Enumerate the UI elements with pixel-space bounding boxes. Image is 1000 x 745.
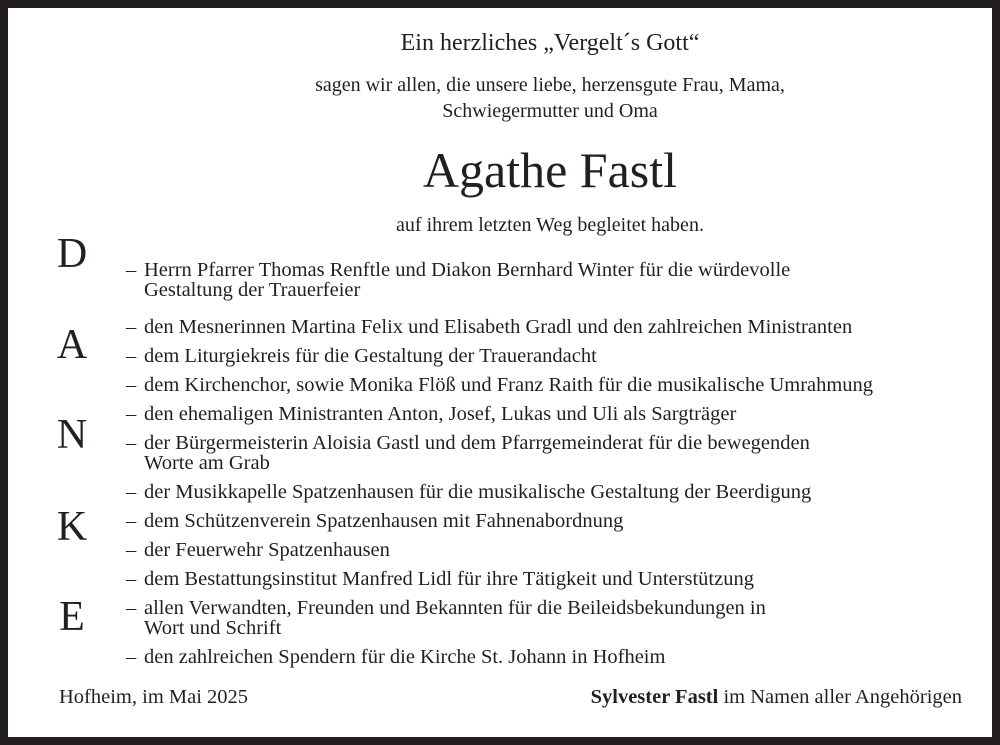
dash: –: [126, 316, 137, 338]
dash: –: [126, 481, 137, 503]
item-text: dem Kirchenchor, sowie Monika Flöß und Franz Raith für die musikalische Umrahmung: [144, 374, 874, 396]
list-item: [126, 647, 665, 667]
dash: –: [126, 403, 137, 425]
item-text: den ehemaligen Ministranten Anton, Josef, Lukas und Uli als Sargträger: [144, 403, 737, 425]
obituary-notice: [8, 8, 992, 737]
signature: [591, 686, 962, 709]
list-item: [126, 317, 852, 337]
danke-letter: N: [56, 412, 88, 458]
danke-letter: K: [56, 504, 88, 550]
dash: –: [126, 345, 137, 367]
danke-letter: E: [59, 594, 85, 640]
list-item: [126, 375, 873, 395]
item-text: den Mesnerinnen Martina Felix und Elisabeth Gradl und den zahlreichen Ministranten: [144, 316, 853, 338]
item-text: allen Verwandten, Freunden und Bekannten für die Beileidsbekundungen in: [144, 597, 766, 619]
item-text: dem Liturgiekreis für die Gestaltung der Trauerandacht: [144, 345, 597, 367]
list-item: [126, 433, 810, 473]
item-text: dem Schützenverein Spatzenhausen mit Fahnenabordnung: [144, 510, 624, 532]
dash: –: [126, 646, 137, 668]
list-item: [126, 569, 754, 589]
dash: –: [126, 568, 137, 590]
list-item: [126, 404, 736, 424]
item-text: der Feuerwehr Spatzenhausen: [144, 539, 390, 561]
dash: –: [126, 374, 137, 396]
item-text-continued: Worte am Grab: [144, 452, 270, 474]
item-text-continued: Wort und Schrift: [144, 617, 282, 639]
list-item: [126, 540, 390, 560]
closing-line: auf ihrem letzten Weg begleitet haben.: [396, 214, 704, 236]
list-item: [126, 482, 811, 502]
signer-suffix: im Namen aller Angehörigen: [723, 686, 962, 708]
item-text: dem Bestattungsinstitut Manfred Lidl für ihre Tätigkeit und Unterstützung: [144, 568, 754, 590]
place-date: Hofheim, im Mai 2025: [59, 686, 249, 708]
item-text: der Musikkapelle Spatzenhausen für die musikalische Gestaltung der Beerdigung: [144, 481, 812, 503]
danke-letter: D: [56, 231, 88, 277]
list-item: [126, 260, 790, 300]
list-item: [126, 598, 766, 638]
signer-name: Sylvester Fastl: [590, 686, 719, 708]
item-text: den zahlreichen Spendern für die Kirche St. Johann in Hofheim: [144, 646, 666, 668]
danke-letter: A: [56, 322, 88, 368]
deceased-name: Agathe Fastl: [422, 142, 678, 198]
item-text-continued: Gestaltung der Trauerfeier: [144, 279, 361, 301]
dash: –: [126, 510, 137, 532]
dash: –: [126, 539, 137, 561]
heading: Ein herzliches „Vergelt´s Gott“: [400, 30, 700, 56]
list-item: [126, 346, 597, 366]
list-item: [126, 511, 623, 531]
item-text: Herrn Pfarrer Thomas Renftle und Diakon Bernhard Winter für die würdevolle: [144, 259, 791, 281]
item-text: der Bürgermeisterin Aloisia Gastl und dem Pfarrgemeinderat für die bewegenden: [144, 432, 810, 454]
dash: –: [126, 597, 137, 619]
intro-line-1: sagen wir allen, die unsere liebe, herzensgute Frau, Mama,: [315, 74, 785, 96]
dash: –: [126, 432, 137, 454]
dash: –: [126, 259, 137, 281]
intro-line-2: Schwiegermutter und Oma: [442, 100, 658, 122]
